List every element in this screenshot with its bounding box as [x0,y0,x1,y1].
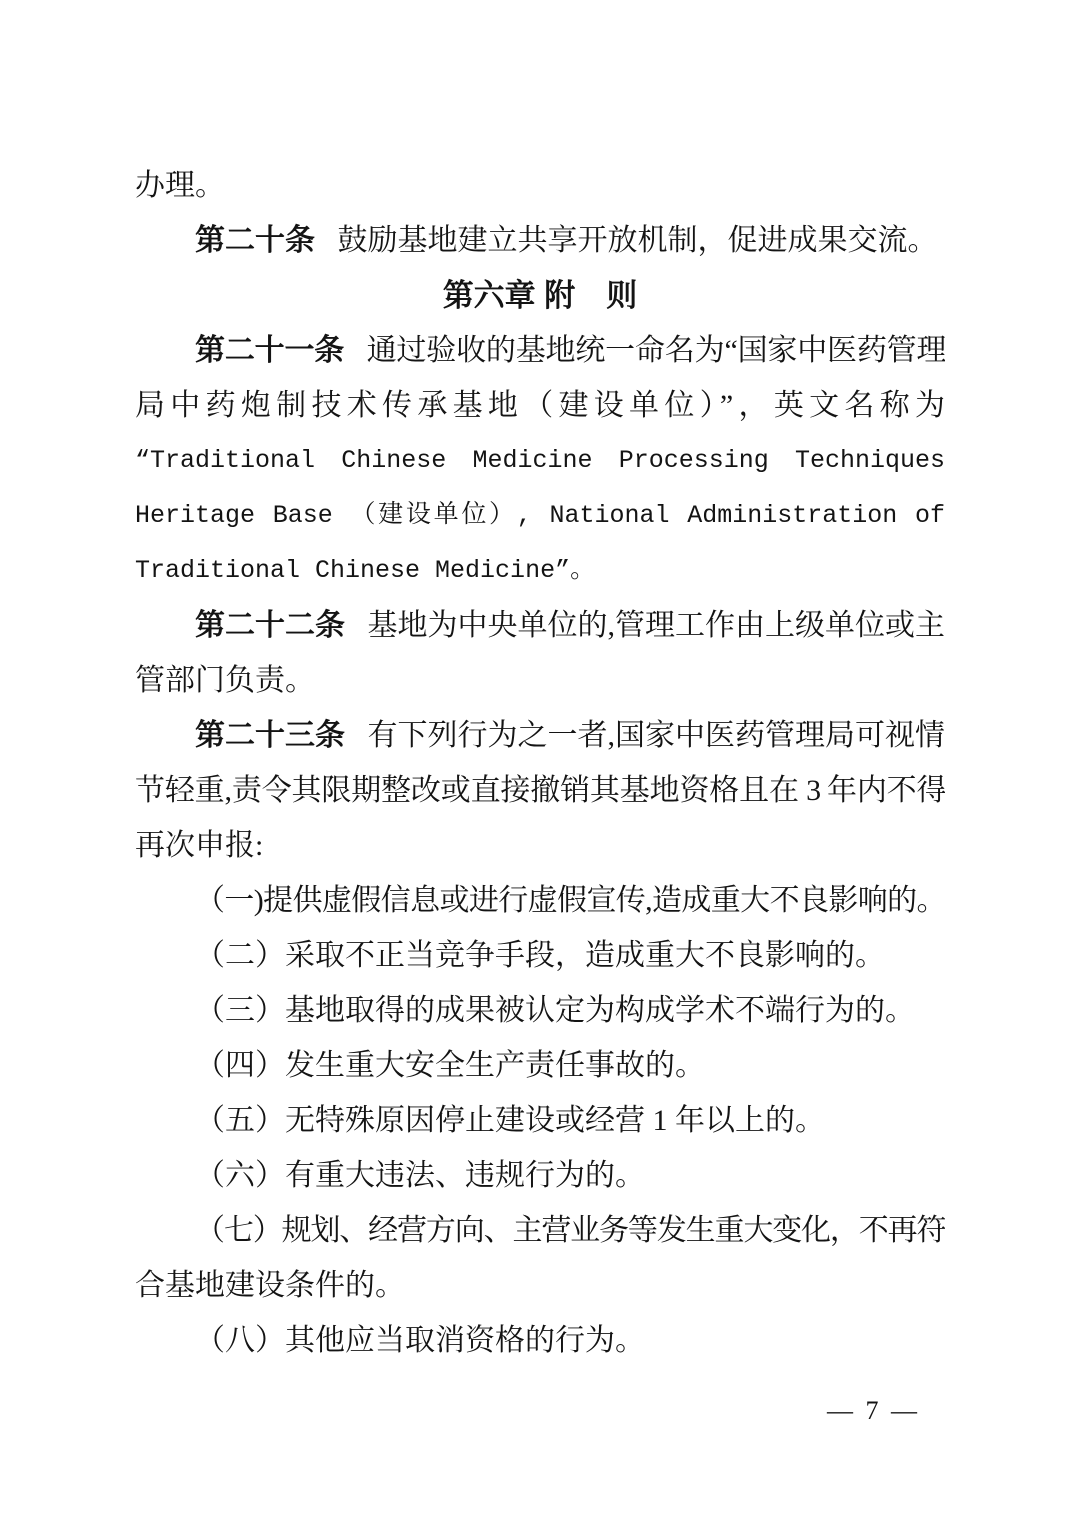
paragraph-line-continuation [135,158,945,213]
list-item-6 [135,1148,945,1203]
line-text: （三）基地取得的成果被认定为构成学术不端行为的。 [195,994,915,1027]
list-item-3 [135,983,945,1038]
article-23-line-3 [135,818,945,873]
article-22-line-1 [135,598,945,653]
document-body [135,158,945,1368]
article-21-english-line-1 [135,433,945,488]
line-text: （二）采取不正当竞争手段，造成重大不良影响的。 [195,939,885,972]
line-text: 有下列行为之一者,国家中医药管理局可视情 [367,719,945,752]
article-22-line-2 [135,653,945,708]
line-text: 办理。 [135,169,225,202]
article-23-line-1 [135,708,945,763]
page-number: — 7 — [827,1396,920,1425]
chapter-heading-text: 第六章 附 则 [442,278,638,313]
list-item-8 [135,1313,945,1368]
line-text: （五）无特殊原因停止建设或经营 1 年以上的。 [195,1104,825,1137]
line-text: 鼓励基地建立共享开放机制，促进成果交流。 [337,224,938,257]
line-text: 合基地建设条件的。 [135,1269,405,1302]
line-text: （四）发生重大安全生产责任事故的。 [195,1049,705,1082]
list-item-7-line-2 [135,1258,945,1313]
line-text: （六）有重大违法、违规行为的。 [195,1159,645,1192]
line-text: 再次申报: [135,829,264,862]
line-text: （一)提供虚假信息或进行虚假宣传,造成重大不良影响的。 [195,884,945,917]
list-item-5 [135,1093,945,1148]
article-23-line-2 [135,763,945,818]
line-text: 节轻重,责令其限期整改或直接撤销其基地资格且在 3 年内不得 [135,774,945,807]
line-text: 管部门负责。 [135,664,315,697]
article-number: 第二十条 [195,224,315,257]
article-21-english-line-3 [135,543,945,598]
article-number: 第二十二条 [195,609,345,642]
line-text: （八）其他应当取消资格的行为。 [195,1324,645,1357]
list-item-1 [135,873,945,928]
line-text: Traditional Chinese Medicine”。 [135,556,596,585]
line-text: 基地为中央单位的,管理工作由上级单位或主 [367,609,945,642]
line-text: “Traditional Chinese Medicine Processing Techniques [135,446,945,475]
line-text: 通过验收的基地统一命名为“国家中医药管理 [366,334,945,367]
article-21-english-line-2 [135,488,945,543]
article-number: 第二十一条 [195,334,345,367]
article-20-line [135,213,945,268]
article-21-line-1 [135,323,945,378]
list-item-2 [135,928,945,983]
chapter-heading [135,268,945,323]
line-text: Heritage Base （建设单位）, National Administration of [135,501,945,530]
article-21-line-2 [135,378,945,433]
article-number: 第二十三条 [195,719,345,752]
line-text: （七）规划、经营方向、主营业务等发生重大变化，不再符 [195,1214,945,1247]
list-item-7-line-1 [135,1203,945,1258]
line-text: 局中药炮制技术传承基地（建设单位）”，英文名称为 [135,389,945,422]
list-item-4 [135,1038,945,1093]
